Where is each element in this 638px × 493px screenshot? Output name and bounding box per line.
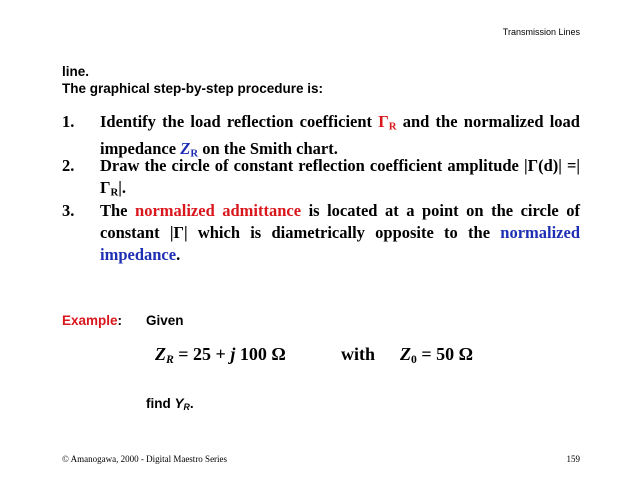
expr-subscript: R: [110, 186, 119, 199]
step-1-text-b: and the normalized load impedance: [100, 112, 580, 158]
z0-value: = 50 Ω: [416, 344, 474, 364]
z-symbol: Z: [180, 138, 191, 158]
step-1-text-a: Identify the load reflection coefficient: [100, 112, 379, 131]
intro-text: [62, 63, 323, 97]
step-2-body: [100, 155, 580, 204]
gamma-r-symbol: [378, 112, 396, 131]
step-3-text-c: which is diametrically opposite to the: [187, 223, 501, 242]
expr-part-b: |.: [118, 178, 127, 197]
find-end: .: [189, 396, 194, 411]
zr-value: = 25 +: [173, 344, 231, 364]
header-title: Transmission Lines: [502, 27, 580, 37]
zr-rest: 100 Ω: [235, 344, 286, 364]
example-colon: :: [117, 313, 123, 328]
normalized-impedance-text: normalized impedance: [100, 223, 581, 264]
step-3-body: [100, 200, 580, 266]
step-2-text-a: Draw the circle of constant reflection coefficient amplitude: [100, 156, 524, 175]
page-number: 159: [566, 454, 580, 464]
step-1-text-c: on the Smith chart.: [198, 138, 338, 158]
step-3: [62, 200, 580, 266]
z0-equation: [400, 344, 473, 366]
zr-symbol: Z: [155, 344, 166, 364]
yr-subscript: R: [183, 402, 190, 413]
step-3-number: 3.: [62, 201, 75, 220]
z-subscript: R: [190, 147, 199, 160]
zr-subscript: R: [166, 352, 174, 366]
z0-subscript: 0: [411, 352, 417, 366]
j-symbol: j: [230, 344, 236, 364]
with-text: with: [341, 344, 376, 364]
zr-equation: [155, 344, 286, 366]
gamma-abs-symbol: |Γ|: [169, 223, 188, 242]
normalized-admittance-text: normalized admittance: [135, 201, 302, 220]
yr-symbol: Y: [174, 396, 184, 411]
step-1-number: 1.: [62, 112, 75, 131]
step-2-number: 2.: [62, 156, 75, 175]
step-3-text-b: is located at a point on the circle of constant: [100, 201, 580, 242]
footer-copyright: © Amanogawa, 2000 - Digital Maestro Series: [62, 454, 228, 464]
step-3-text-a: The: [100, 201, 136, 220]
intro-line-2: The graphical step-by-step procedure is:: [62, 81, 324, 96]
z0-symbol: Z: [400, 344, 411, 364]
step-2: [62, 155, 580, 204]
expr-part-a: |Γ(d)| =|Γ: [100, 156, 581, 197]
gamma-subscript: R: [388, 120, 397, 133]
example-line: [62, 313, 184, 328]
example-given: Given: [146, 313, 184, 328]
step-3-text-d: .: [176, 245, 181, 264]
example-label: Example: [62, 313, 118, 328]
gamma-symbol: Γ: [378, 112, 389, 131]
intro-line-1: line.: [62, 64, 90, 79]
find-yr: [146, 396, 194, 412]
find-text: find: [146, 396, 175, 411]
